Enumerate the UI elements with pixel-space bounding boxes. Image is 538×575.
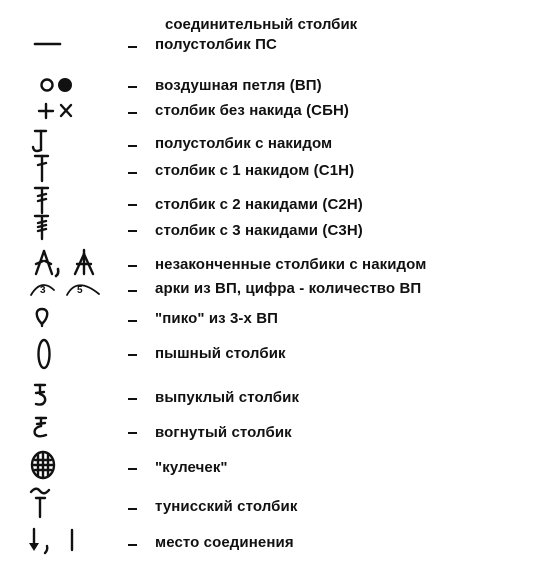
legend-row-label: арки из ВП, цифра - количество ВП — [155, 280, 422, 297]
double-treble-crochet-icon — [32, 212, 52, 242]
row-dash — [128, 265, 137, 267]
row-dash — [128, 320, 137, 322]
legend-row-label: тунисский столбик — [155, 498, 298, 515]
row-dash — [128, 112, 137, 114]
legend-row-label: вогнутый столбик — [155, 424, 292, 441]
bobble-stitch-icon — [28, 448, 58, 482]
back-post-stitch-icon — [30, 414, 52, 442]
legend-row-label: пышный столбик — [155, 345, 286, 362]
legend-row-label: полустолбик ПС — [155, 36, 277, 53]
front-post-stitch-icon — [30, 381, 52, 411]
arch-number: 5 — [77, 285, 83, 296]
row-dash — [128, 398, 137, 400]
legend-row-label: выпуклый столбик — [155, 389, 300, 406]
legend-row-label: столбик без накида (СБН) — [155, 102, 350, 119]
row-dash — [128, 86, 137, 88]
legend-row-label: воздушная петля (ВП) — [155, 77, 322, 94]
legend-row-label: "пико" из 3-х ВП — [155, 310, 279, 327]
row-dash — [128, 204, 137, 206]
legend-row-label: место соединения — [155, 534, 294, 551]
row-dash — [128, 432, 137, 434]
join-point-icon — [26, 526, 86, 556]
puff-stitch-icon — [34, 337, 54, 371]
legend-row-label: столбик с 2 накидами (С2Н) — [155, 196, 363, 213]
legend-row-label: "кулечек" — [155, 459, 228, 476]
row-dash — [128, 290, 137, 292]
legend-row-label: столбик с 3 накидами (С3Н) — [155, 222, 363, 239]
arch-number: 3 — [40, 285, 46, 296]
row-dash — [128, 354, 137, 356]
row-dash — [128, 172, 137, 174]
row-dash — [128, 145, 137, 147]
plus-and-cross-icon — [36, 101, 80, 121]
legend-row-label: столбик с 1 накидом (С1Н) — [155, 162, 355, 179]
tunisian-stitch-icon — [27, 484, 53, 520]
double-crochet-icon — [32, 152, 52, 184]
chain-arch-icon — [27, 274, 123, 300]
row-dash — [128, 544, 137, 546]
row-dash — [128, 230, 137, 232]
row-dash — [128, 468, 137, 470]
legend-row-label: незаконченные столбики с накидом — [155, 256, 427, 273]
horizontal-line-icon — [33, 36, 63, 50]
row-dash — [128, 508, 137, 510]
picot-icon — [32, 304, 52, 328]
open-and-filled-circle-icon — [38, 76, 82, 94]
legend-row-label: полустолбик с накидом — [155, 135, 333, 152]
row-dash — [128, 46, 137, 48]
legend-header: соединительный столбик — [165, 16, 358, 33]
